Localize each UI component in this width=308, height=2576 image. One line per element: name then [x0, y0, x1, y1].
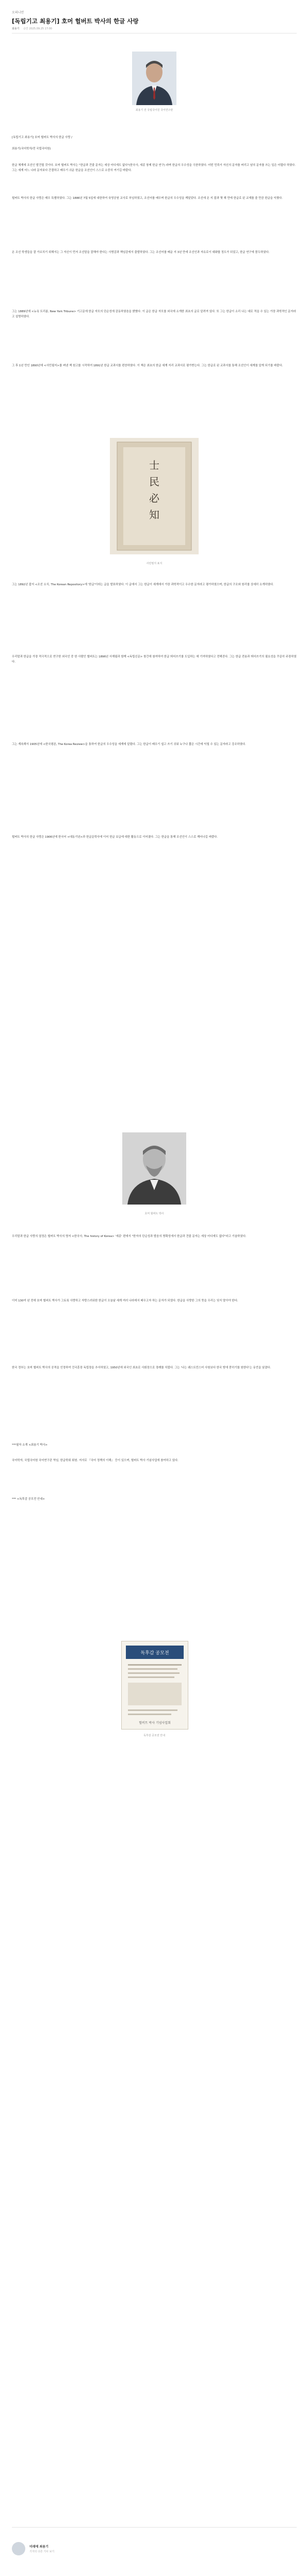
portrait-caption: 호머 헐버트 박사 [144, 1212, 164, 1215]
article-title: [독립기고 최용기] 호머 헐버트 박사의 한글 사랑 [12, 18, 139, 25]
hulbert-portrait [122, 1132, 186, 1205]
poster-caption: 독후감 공모전 안내 [143, 1734, 165, 1737]
paragraph: 그는 계속해서 1905년에 <한국평론, The Korea Review>을 통하여 한글의 우수성을 세계에 알렸다. 그는 한글이 배우기 쉽고 쓰기 쉬워 누구나 짧은 시간에 익힐 수 있는 문자라고 강조하였다. [12, 743, 246, 746]
author-name[interactable]: 최용기 [12, 27, 20, 30]
category-label[interactable]: 오피니언 [12, 11, 24, 14]
svg-text:民: 民 [149, 476, 159, 488]
svg-text:士: 士 [149, 459, 159, 471]
publish-datetime: 승인 2025.09.25 17:00 [23, 27, 52, 30]
paragraph: *** <독후감 공모전 안내> [12, 1498, 45, 1501]
poster-heading: 독후감 공모전 [140, 1651, 169, 1656]
paragraph: 그는 1892년 잡지 <조선 소식, The Korean Repository>에 '한글'이라는 글을 발표하였다. 이 글에서 그는 한글이 세계에서 가장 과학적이고 우수한 문자라고 평가하였으며, 한글의 구조와 원리를 상세히 소개하였다. [12, 583, 274, 586]
paragraph: ***필자 소개 <최용기 박사> [12, 1444, 48, 1447]
article-meta [12, 27, 52, 30]
paragraph: 우리말과 한글을 가장 적극적으로 연구한 외국인 중 한 사람인 헐버트는 1896년 서재필과 함께 <독립신문> 창간에 참여하여 한글 띄어쓰기를 도입하는 데 기여하였다고 전해진다. 그는 한글 전용과 띄어쓰기의 필요성을 꾸준히 주장하였다. [12, 655, 297, 664]
paragraph: 그 후 1년 만인 1890년에 <사민필지>를 펴낸 책 원고를 시작하여 1891년 한글 교과서를 편찬하였다. 이 책은 최초의 한글 세계 지리 교과서로 평가받는다. 그는 한글로 된 교과서를 통해 조선인이 세계를 알게 되기를 바랐다. [12, 364, 283, 367]
paragraph: 한국 정부는 호머 헐버트 박사의 공적을 인정하여 건국훈장 독립장을 추서하였고, 1950년에 외국인 최초로 사회장으로 장례를 치렀다. 그는 '나는 웨스트민스터 사원보다 한국 땅에 묻히기를 원한다'는 유언을 남겼다. [12, 1366, 271, 1369]
author-card-sub[interactable]: 기자의 다른 기사 보기 [29, 2550, 55, 2553]
photo-caption: 최용기 전 국립국어원 국어연구관 [135, 109, 173, 112]
paragraph: [독립기고 최용기] 호머 헐버트 박사의 한글 사랑 / [12, 136, 72, 139]
svg-text:知: 知 [149, 509, 159, 521]
paragraph: 한글 체계에 조선인 발견될 것이다. 호머 헐버트 박사는 "한글과 견줄 문자는 세상 어디에도 없다"(한국사, 세종 창제 한글 연구) 라며 한글의 우수성을 극찬하였다. 어떤 민족이 자신의 문자를 버리고 남의 문자를 쓰는 일은 어렵다 하였다. 그는 세계 어느 나라 문자보다 간결하고 배우기 쉬운 한글을 조선인이 스스로 소중히 여기길 바랐다. [12, 164, 296, 172]
paragraph: 국어학자, 국립국어원 국어연구관 역임, 한글학회 회원. 저서로 『국어 정책의 이해』 등이 있으며, 헐버트 박사 기념사업에 참여하고 있다. [12, 1459, 179, 1462]
book-cover-image [110, 438, 199, 554]
author-photo [132, 52, 176, 105]
svg-text:必: 必 [149, 492, 159, 504]
avatar [12, 2542, 25, 2555]
paragraph: 그는 1889년에 <뉴욕 트리뷴, New York Tribune> 기고문에 한글 자모의 단순성에 감동하였음을 밝혔다. 이 글은 한글 자모를 외국에 소개한 최초의 글로 알려져 있다. 또 그는 한글이 소리 나는 대로 적을 수 있는 가장 과학적인 문자라고 설명하였다. [12, 310, 296, 318]
author-card[interactable] [12, 2540, 297, 2561]
paragraph: 헐버트 박사의 한글 사랑은 1906년에 한국어 <대동기년>과 한글문학사에 이어 한글 보급에 대한 활동으로 이어졌다. 그는 한글을 통해 조선인이 스스로 깨어나길 바랐다. [12, 836, 218, 839]
paragraph: 최용기(국어학자/전 국립국어원) [12, 147, 51, 150]
paragraph: 우리말과 한글 사랑의 열정은 헐버트 박사의 명저 <한국사, The history of Korea> '세종' 편에서 "한자의 단순성과 발음의 명확성에서 한글과 견줄 문자는 세상 어디에도 없다"라고 기술하였다. [12, 1235, 247, 1238]
paragraph: 이미 130여 년 전에 호머 헐버트 박사가 그토록 사랑하고 자랑스러워한 한글이 오늘날 세계 여러 나라에서 배우고자 하는 문자가 되었다. 한글을 사랑한 그의 뜻을 우리는 잊지 말아야 한다. [12, 1299, 238, 1302]
book-caption: 사민필지 표지 [146, 562, 163, 565]
author-card-name[interactable]: 미래에 최용기 [29, 2545, 48, 2549]
footer-divider [12, 2527, 297, 2528]
paragraph: 헐버트 박사의 한글 사랑은 매우 특별하였다. 그는 1886년 7월 5일에 내한하여 육영공원 교사로 부임하였고, 조선어를 배우며 한글의 우수성을 깨달았다. 조선에 온 지 불과 몇 해 만에 한글로 된 교재를 쓸 만큼 한글을 익혔다. [12, 197, 283, 200]
contest-poster-image [121, 1641, 188, 1730]
paragraph: 온 조선 학생들을 잘 가르치기 위해서는 그 자신이 먼저 조선말을 잘해야 한다는 사명감과 책임감에서 출발하였다. 그는 조선어를 배운 지 3년 만에 조선인과 자유로이 대화할 정도가 되었고, 한글 연구에 몰두하였다. [12, 251, 270, 254]
poster-sub: 헐버트 박사 기념사업회 [139, 1721, 171, 1725]
